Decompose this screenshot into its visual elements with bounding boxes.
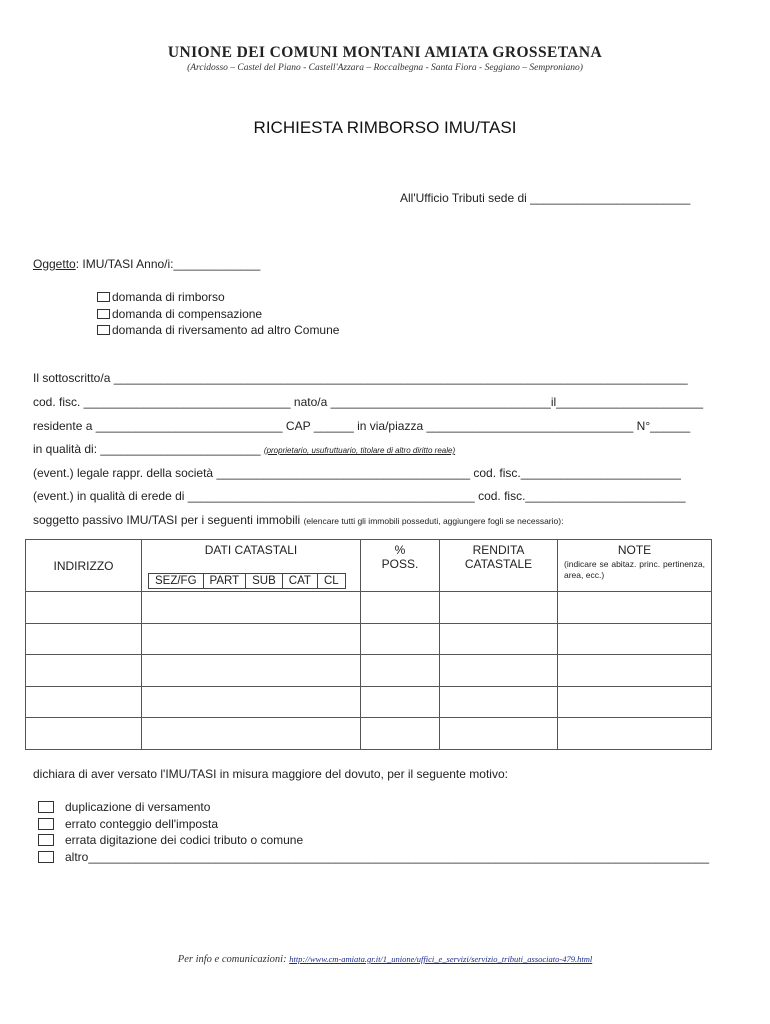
table-cell[interactable] — [558, 718, 712, 750]
checkbox-riversamento[interactable] — [97, 325, 110, 335]
checkbox-rimborso[interactable] — [97, 292, 110, 302]
rendita-label-1: RENDITA — [472, 543, 525, 557]
checkbox-compensazione[interactable] — [97, 309, 110, 319]
footer — [0, 954, 770, 965]
member-municipalities: (Arcidosso – Castel del Piano - Castell'Azzara – Roccalbegna - Santa Fiora - Seggiano – Semproniano) — [187, 63, 583, 73]
addressee-line: All'Ufficio Tributi sede di ________________________ — [400, 191, 691, 205]
table-cell[interactable] — [142, 655, 361, 687]
table-cell[interactable] — [558, 623, 712, 655]
table-cell[interactable] — [26, 686, 142, 718]
reason-label: errata digitazione dei codici tributo o comune — [65, 833, 304, 848]
reason-label: errato conteggio dell'imposta — [65, 816, 219, 831]
table-cell[interactable] — [558, 686, 712, 718]
table-cell[interactable] — [440, 686, 558, 718]
field-codfisc-nascita[interactable]: cod. fisc. _______________________________ nato/a _________________________________il______________________ — [33, 395, 703, 409]
footer-link[interactable]: http://www.cm-amiata.gr.it/1_unione/uffici_e_servizi/servizio_tributi_associato-479.html — [289, 954, 593, 964]
subject-line — [33, 257, 260, 271]
header-dati-catastali — [142, 540, 361, 592]
table-row — [26, 718, 712, 750]
reason-errato-conteggio[interactable] — [38, 816, 709, 833]
field-erede[interactable]: (event.) in qualità di erede di ___________________________________________ cod. fisc.________________________ — [33, 489, 686, 503]
table-cell[interactable] — [440, 623, 558, 655]
dati-catastali-label: DATI CATASTALI — [204, 543, 298, 557]
option-label: domanda di riversamento ad altro Comune — [112, 323, 340, 338]
footer-label: Per info e comunicazioni: — [177, 954, 287, 965]
subcol-cat: CAT — [282, 574, 317, 588]
table-cell[interactable] — [558, 592, 712, 624]
organization-title: UNIONE DEI COMUNI MONTANI AMIATA GROSSETANA — [167, 44, 603, 61]
table-cell[interactable] — [142, 686, 361, 718]
table-cell[interactable] — [142, 592, 361, 624]
subcol-cl: CL — [317, 574, 345, 588]
option-compensazione[interactable] — [97, 306, 339, 323]
field-sottoscritto[interactable]: Il sottoscritto/a ______________________________________________________________________________________ — [33, 371, 688, 385]
reason-duplicazione[interactable] — [38, 799, 709, 816]
table-header-row — [26, 540, 712, 592]
checkbox-errato-conteggio[interactable] — [38, 818, 54, 830]
request-type-options — [97, 289, 339, 339]
table-cell[interactable] — [440, 592, 558, 624]
table-cell[interactable] — [26, 592, 142, 624]
dati-subcolumns — [148, 573, 346, 589]
subject-label: Oggetto — [33, 257, 76, 271]
table-cell[interactable] — [26, 623, 142, 655]
table-cell[interactable] — [361, 718, 440, 750]
table-cell[interactable] — [361, 592, 440, 624]
soggetto-note: (elencare tutti gli immobili posseduti, aggiungere fogli se necessario): — [303, 516, 564, 526]
table-cell[interactable] — [440, 718, 558, 750]
table-row — [26, 655, 712, 687]
checkbox-errata-digitazione[interactable] — [38, 834, 54, 846]
header-rendita — [440, 540, 558, 592]
table-cell[interactable] — [361, 686, 440, 718]
qualita-label: in qualità di: ________________________ — [33, 442, 261, 456]
field-residenza[interactable]: residente a ____________________________ CAP ______ in via/piazza _______________________________ N°______ — [33, 419, 691, 433]
declaration-text: dichiara di aver versato l'IMU/TASI in misura maggiore del dovuto, per il seguente motivo: — [33, 767, 508, 781]
subcol-sub: SUB — [245, 574, 282, 588]
table-cell[interactable] — [26, 718, 142, 750]
subject-text: : IMU/TASI Anno/i:_____________ — [75, 257, 261, 271]
header-poss — [361, 540, 440, 592]
reason-label[interactable]: altro_____________________________________________________________________________________________ — [65, 849, 710, 864]
poss-label-2: POSS. — [381, 557, 419, 571]
header-note — [558, 540, 712, 592]
table-cell[interactable] — [142, 623, 361, 655]
table-row — [26, 686, 712, 718]
field-legale-rappr[interactable]: (event.) legale rappr. della società ______________________________________ cod. fisc.________________________ — [33, 466, 681, 480]
reason-altro[interactable] — [38, 849, 709, 866]
subcol-part: PART — [203, 574, 246, 588]
reason-label: duplicazione di versamento — [65, 800, 211, 815]
table-row — [26, 623, 712, 655]
poss-label-1: % — [394, 543, 406, 557]
document-title: RICHIESTA RIMBORSO IMU/TASI — [253, 118, 517, 137]
note-label: NOTE — [617, 543, 652, 557]
subcol-sez-fg: SEZ/FG — [155, 575, 197, 587]
table-cell[interactable] — [361, 655, 440, 687]
table-cell[interactable] — [142, 718, 361, 750]
table-cell[interactable] — [26, 655, 142, 687]
qualita-note: (proprietario, usufruttuario, titolare di altro diritto reale) — [263, 446, 456, 455]
table-cell[interactable] — [361, 623, 440, 655]
option-label: domanda di compensazione — [112, 306, 263, 321]
reason-errata-digitazione[interactable] — [38, 832, 709, 849]
reason-options — [38, 799, 709, 865]
table-cell[interactable] — [440, 655, 558, 687]
note-hint: (indicare se abitaz. princ. pertinenza, area, ecc.) — [564, 559, 705, 580]
properties-table — [25, 539, 712, 750]
table-body — [26, 592, 712, 750]
soggetto-label: soggetto passivo IMU/TASI per i seguenti immobili — [33, 513, 301, 527]
header-indirizzo: INDIRIZZO — [26, 540, 142, 592]
table-row — [26, 592, 712, 624]
rendita-label-2: CATASTALE — [464, 557, 533, 571]
table-cell[interactable] — [558, 655, 712, 687]
field-soggetto-passivo — [33, 513, 563, 527]
field-qualita[interactable] — [33, 442, 455, 456]
checkbox-duplicazione[interactable] — [38, 801, 54, 813]
option-riversamento[interactable] — [97, 322, 339, 339]
option-label: domanda di rimborso — [112, 290, 225, 305]
option-rimborso[interactable] — [97, 289, 339, 306]
checkbox-altro[interactable] — [38, 851, 54, 863]
